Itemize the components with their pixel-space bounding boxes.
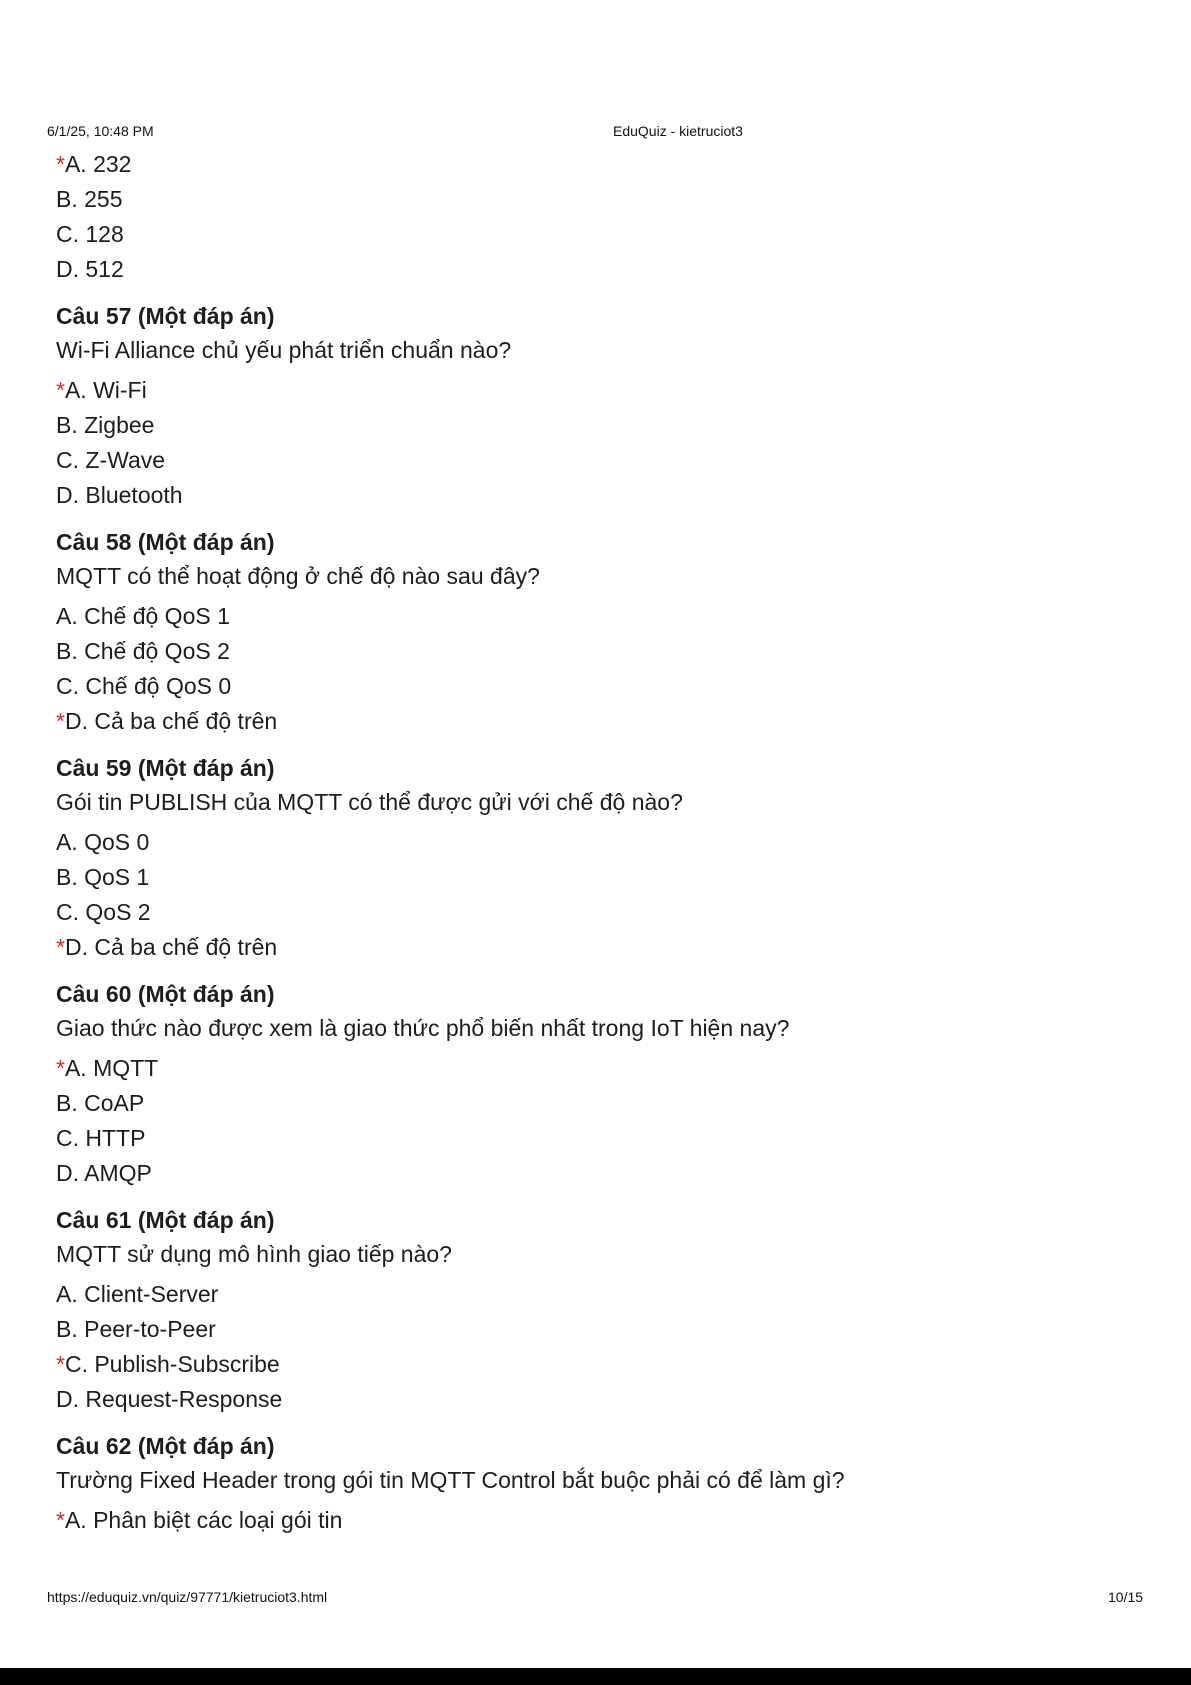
question-61 bbox=[56, 1203, 1136, 1417]
question-text: Trường Fixed Header trong gói tin MQTT Control bắt buộc phải có để làm gì? bbox=[56, 1467, 845, 1493]
answer-option: *D. Cả ba chế độ trên bbox=[56, 934, 278, 960]
question-57 bbox=[56, 299, 1136, 513]
answer-option: A. Chế độ QoS 1 bbox=[56, 603, 230, 629]
correct-marker: * bbox=[56, 708, 65, 734]
answer-option: A. QoS 0 bbox=[56, 829, 150, 855]
answer-option: B. Chế độ QoS 2 bbox=[56, 638, 230, 664]
answer-option: *A. Phân biệt các loại gói tin bbox=[56, 1507, 343, 1533]
answer-option: D. AMQP bbox=[56, 1160, 152, 1186]
print-datetime: 6/1/25, 10:48 PM bbox=[47, 123, 154, 139]
question-text: Wi-Fi Alliance chủ yếu phát triển chuẩn nào? bbox=[56, 337, 512, 363]
leading-options bbox=[56, 147, 1136, 287]
quiz-content bbox=[56, 147, 1136, 1538]
correct-marker: * bbox=[56, 377, 65, 403]
question-title: Câu 59 (Một đáp án) bbox=[56, 755, 275, 781]
question-title: Câu 61 (Một đáp án) bbox=[56, 1207, 275, 1233]
correct-marker: * bbox=[56, 934, 65, 960]
answer-option: *A. MQTT bbox=[56, 1055, 159, 1081]
answer-option: C. 128 bbox=[56, 221, 124, 247]
question-60 bbox=[56, 977, 1136, 1191]
answer-option: A. Client-Server bbox=[56, 1281, 219, 1307]
print-title: EduQuiz - kietruciot3 bbox=[613, 123, 743, 139]
question-title: Câu 62 (Một đáp án) bbox=[56, 1433, 275, 1459]
question-58 bbox=[56, 525, 1136, 739]
answer-option: B. Zigbee bbox=[56, 412, 155, 438]
correct-marker: * bbox=[56, 151, 65, 177]
question-62 bbox=[56, 1429, 1136, 1538]
answer-option: *C. Publish-Subscribe bbox=[56, 1351, 280, 1377]
answer-option: B. Peer-to-Peer bbox=[56, 1316, 216, 1342]
answer-option: D. Request-Response bbox=[56, 1386, 283, 1412]
question-title: Câu 60 (Một đáp án) bbox=[56, 981, 275, 1007]
answer-option: *A. 232 bbox=[56, 151, 132, 177]
question-text: Giao thức nào được xem là giao thức phổ biến nhất trong IoT hiện nay? bbox=[56, 1015, 790, 1041]
answer-option: B. 255 bbox=[56, 186, 123, 212]
correct-marker: * bbox=[56, 1351, 65, 1377]
answer-option: C. Z-Wave bbox=[56, 447, 166, 473]
print-url: https://eduquiz.vn/quiz/97771/kietruciot3.html bbox=[47, 1589, 328, 1605]
correct-marker: * bbox=[56, 1055, 65, 1081]
answer-option: *A. Wi-Fi bbox=[56, 377, 147, 403]
page-number: 10/15 bbox=[1108, 1589, 1144, 1605]
answer-option: D. 512 bbox=[56, 256, 124, 282]
answer-option: *D. Cả ba chế độ trên bbox=[56, 708, 278, 734]
question-title: Câu 58 (Một đáp án) bbox=[56, 529, 275, 555]
question-59 bbox=[56, 751, 1136, 965]
answer-option: B. QoS 1 bbox=[56, 864, 150, 890]
correct-marker: * bbox=[56, 1507, 65, 1533]
answer-option: D. Bluetooth bbox=[56, 482, 183, 508]
question-text: Gói tin PUBLISH của MQTT có thể được gửi với chế độ nào? bbox=[56, 789, 683, 815]
question-text: MQTT sử dụng mô hình giao tiếp nào? bbox=[56, 1241, 452, 1267]
answer-option: C. QoS 2 bbox=[56, 899, 151, 925]
answer-option: B. CoAP bbox=[56, 1090, 145, 1116]
bottom-bar bbox=[0, 1668, 1191, 1685]
answer-option: C. Chế độ QoS 0 bbox=[56, 673, 232, 699]
question-title: Câu 57 (Một đáp án) bbox=[56, 303, 275, 329]
question-text: MQTT có thể hoạt động ở chế độ nào sau đây? bbox=[56, 563, 540, 589]
answer-option: C. HTTP bbox=[56, 1125, 146, 1151]
